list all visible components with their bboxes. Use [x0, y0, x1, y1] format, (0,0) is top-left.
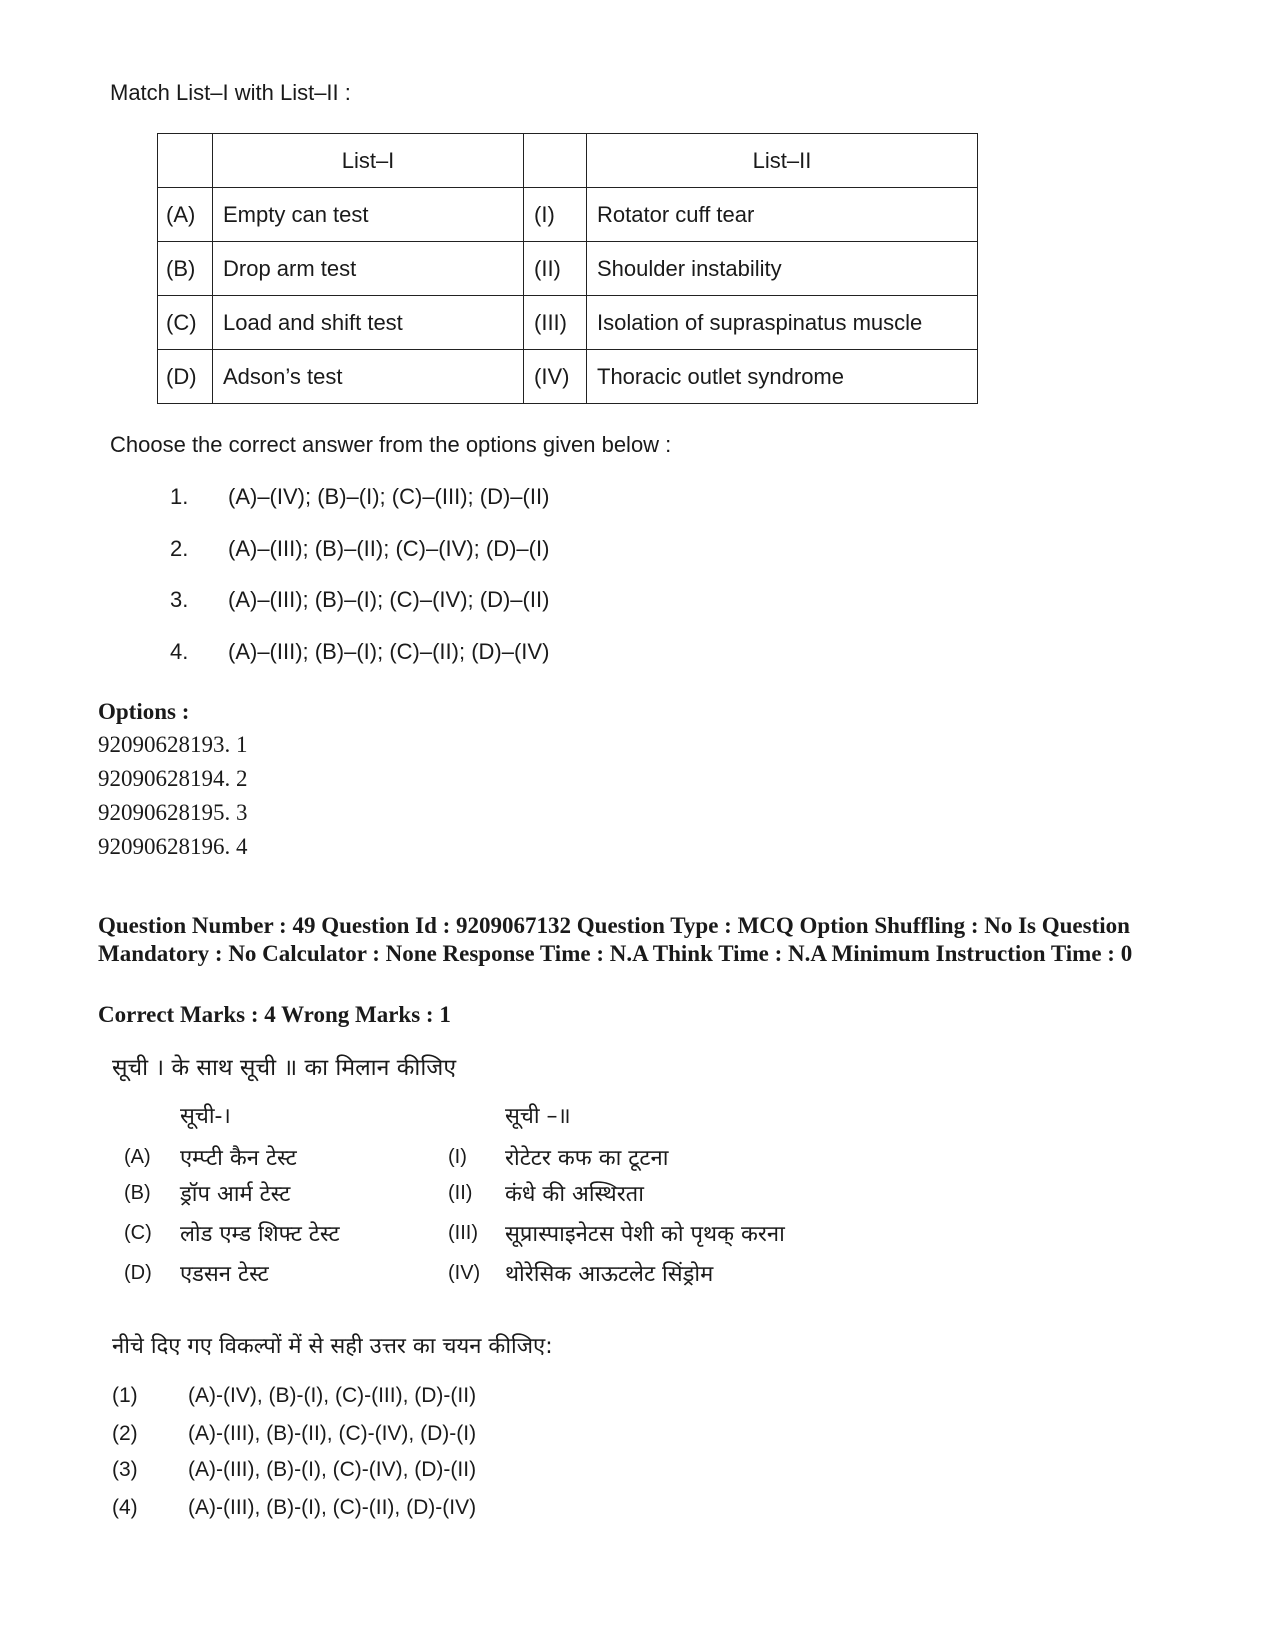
table-header-list2: List–II	[587, 134, 978, 188]
table-row	[158, 188, 978, 242]
option-id: 92090628193. 1	[98, 732, 248, 757]
hindi-row-text: रोटेटर कफ का टूटना	[505, 1146, 669, 1171]
hindi-row-label: (II)	[448, 1182, 473, 1204]
table-cell: Isolation of supraspinatus muscle	[587, 296, 978, 350]
table-cell: (II)	[524, 242, 587, 296]
table-header-cell	[524, 134, 587, 188]
hindi-list2-head: सूची –॥	[505, 1104, 571, 1129]
option-text: (A)–(III); (B)–(II); (C)–(IV); (D)–(I)	[228, 536, 550, 561]
hindi-option-number: (1)	[112, 1384, 138, 1407]
table-cell: (B)	[158, 242, 213, 296]
english-instruction: Match List–I with List–II :	[110, 80, 351, 105]
hindi-option-text: (A)-(IV), (B)-(I), (C)-(III), (D)-(II)	[188, 1384, 477, 1407]
table-cell: (IV)	[524, 350, 587, 404]
table-cell: (I)	[524, 188, 587, 242]
hindi-row-text: एडसन टेस्ट	[180, 1262, 269, 1287]
english-option	[170, 484, 549, 510]
table-cell: Drop arm test	[213, 242, 524, 296]
english-option	[170, 587, 549, 613]
hindi-row-text: सूप्रास्पाइनेटस पेशी को पृथक् करना	[505, 1222, 785, 1247]
hindi-list1-head: सूची-।	[180, 1104, 231, 1129]
option-number: 2.	[170, 536, 189, 561]
table-cell: (A)	[158, 188, 213, 242]
option-id: 92090628194. 2	[98, 766, 248, 791]
table-row	[158, 350, 978, 404]
option-number: 3.	[170, 587, 189, 612]
english-option	[170, 639, 549, 665]
hindi-row-text: ड्रॉप आर्म टेस्ट	[180, 1182, 291, 1207]
hindi-option-text: (A)-(III), (B)-(I), (C)-(IV), (D)-(II)	[188, 1458, 477, 1481]
hindi-choose-text: नीचे दिए गए विकल्पों में से सही उत्तर का चयन कीजिए:	[112, 1334, 553, 1359]
english-option	[170, 536, 549, 562]
table-row	[158, 296, 978, 350]
table-cell: Rotator cuff tear	[587, 188, 978, 242]
hindi-option-text: (A)-(III), (B)-(II), (C)-(IV), (D)-(I)	[188, 1422, 477, 1445]
hindi-row-label: (C)	[124, 1222, 152, 1244]
hindi-option-number: (2)	[112, 1422, 138, 1445]
question-meta: Question Number : 49 Question Id : 9209067132 Question Type : MCQ Option Shuffling : No Is Question Mandatory : No Calculator : None Response Time : N.A Think Time : N.A Minimum Instruction Time : 0	[98, 913, 1133, 966]
hindi-option-number: (3)	[112, 1458, 138, 1481]
match-table	[157, 133, 978, 404]
option-number: 1.	[170, 484, 189, 509]
option-text: (A)–(III); (B)–(I); (C)–(IV); (D)–(II)	[228, 587, 550, 612]
hindi-row-label: (A)	[124, 1146, 151, 1168]
option-number: 4.	[170, 639, 189, 664]
hindi-row-text: एम्प्टी कैन टेस्ट	[180, 1146, 297, 1171]
hindi-row-text: थोरेसिक आऊटलेट सिंड्रोम	[505, 1262, 714, 1287]
hindi-option-number: (4)	[112, 1496, 138, 1519]
table-cell: Empty can test	[213, 188, 524, 242]
table-header-row	[158, 134, 978, 188]
table-cell: Shoulder instability	[587, 242, 978, 296]
option-text: (A)–(IV); (B)–(I); (C)–(III); (D)–(II)	[228, 484, 550, 509]
table-header-cell	[158, 134, 213, 188]
english-choose-text: Choose the correct answer from the options given below :	[110, 432, 672, 457]
hindi-row-label: (D)	[124, 1262, 152, 1284]
table-cell: (D)	[158, 350, 213, 404]
table-cell: Load and shift test	[213, 296, 524, 350]
option-id: 92090628196. 4	[98, 834, 248, 859]
table-header-list1: List–I	[213, 134, 524, 188]
hindi-option-text: (A)-(III), (B)-(I), (C)-(II), (D)-(IV)	[188, 1496, 477, 1519]
hindi-row-label: (III)	[448, 1222, 478, 1244]
table-row	[158, 242, 978, 296]
hindi-row-text: लोड एम्ड शिफ्ट टेस्ट	[180, 1222, 340, 1247]
option-id: 92090628195. 3	[98, 800, 248, 825]
table-cell: (III)	[524, 296, 587, 350]
table-cell: Adson’s test	[213, 350, 524, 404]
hindi-instruction: सूची । के साथ सूची ॥ का मिलान कीजिए	[112, 1055, 457, 1081]
options-label: Options :	[98, 699, 190, 724]
hindi-row-label: (B)	[124, 1182, 151, 1204]
hindi-row-label: (I)	[448, 1146, 467, 1168]
option-text: (A)–(III); (B)–(I); (C)–(II); (D)–(IV)	[228, 639, 550, 664]
hindi-row-label: (IV)	[448, 1262, 481, 1284]
table-cell: Thoracic outlet syndrome	[587, 350, 978, 404]
hindi-row-text: कंधे की अस्थिरता	[505, 1182, 644, 1207]
question-marks: Correct Marks : 4 Wrong Marks : 1	[98, 1002, 451, 1027]
table-cell: (C)	[158, 296, 213, 350]
